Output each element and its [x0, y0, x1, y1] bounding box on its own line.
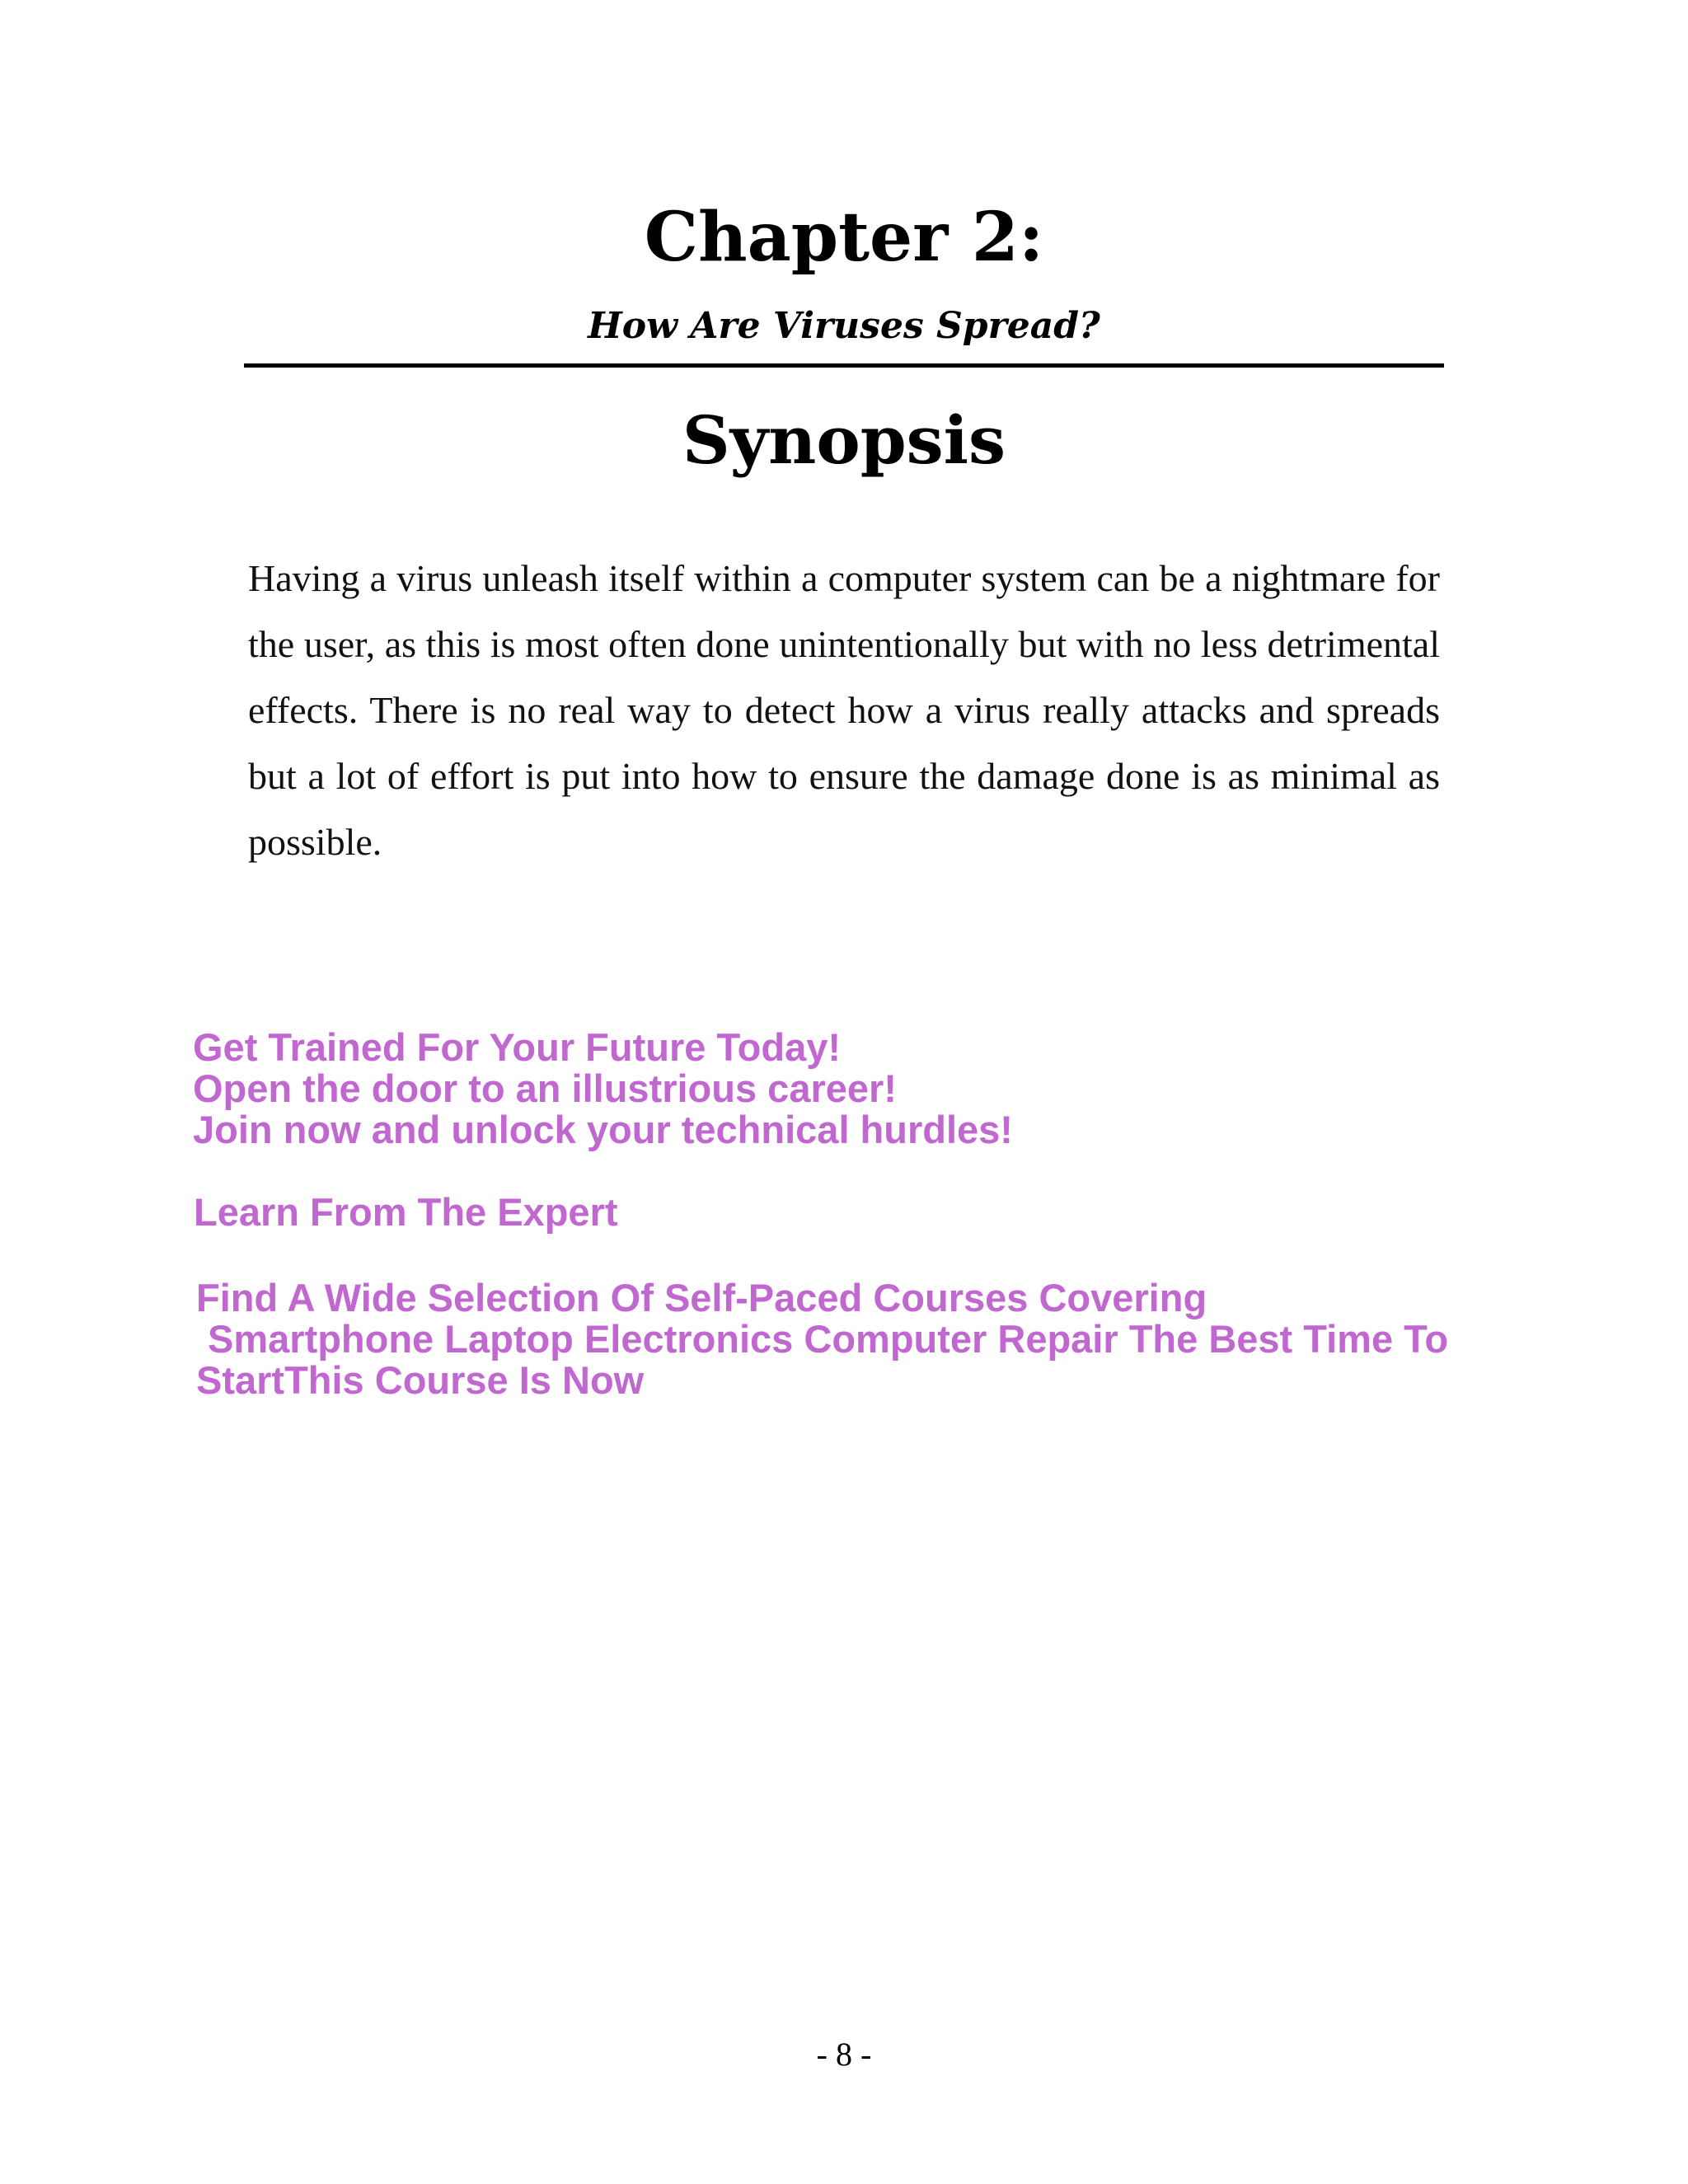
promo-line: Get Trained For Your Future Today! [193, 1025, 842, 1069]
chapter-title: Chapter 2: [644, 198, 1044, 277]
promo-courses-block [196, 1277, 1448, 1401]
promo-line: Open the door to an illustrious career! [193, 1066, 897, 1110]
promo-course-line: StartThis Course Is Now [196, 1358, 645, 1402]
promo-course-line: Find A Wide Selection Of Self-Paced Courses Covering [196, 1276, 1207, 1319]
promo-headline-block [193, 1027, 1013, 1151]
page-number: - 8 - [816, 2036, 872, 2073]
heading-divider [244, 363, 1444, 368]
promo-expert-line: Learn From The Expert [194, 1190, 618, 1234]
chapter-subtitle: How Are Viruses Spread? [588, 305, 1100, 347]
promo-course-line: Smartphone Laptop Electronics Computer Repair The Best Time To [208, 1317, 1449, 1361]
section-title: Synopsis [682, 401, 1006, 479]
promo-line: Join now and unlock your technical hurdles! [193, 1108, 1013, 1151]
synopsis-paragraph: Having a virus unleash itself within a computer system can be a nightmare for the user, as this is most often done unintentionally but with no less detrimental effects. There is no real way to detect how a virus really attacks and spreads but a lot of effort is put into how to ensure the damage done is as minimal as possible. [248, 557, 1440, 863]
